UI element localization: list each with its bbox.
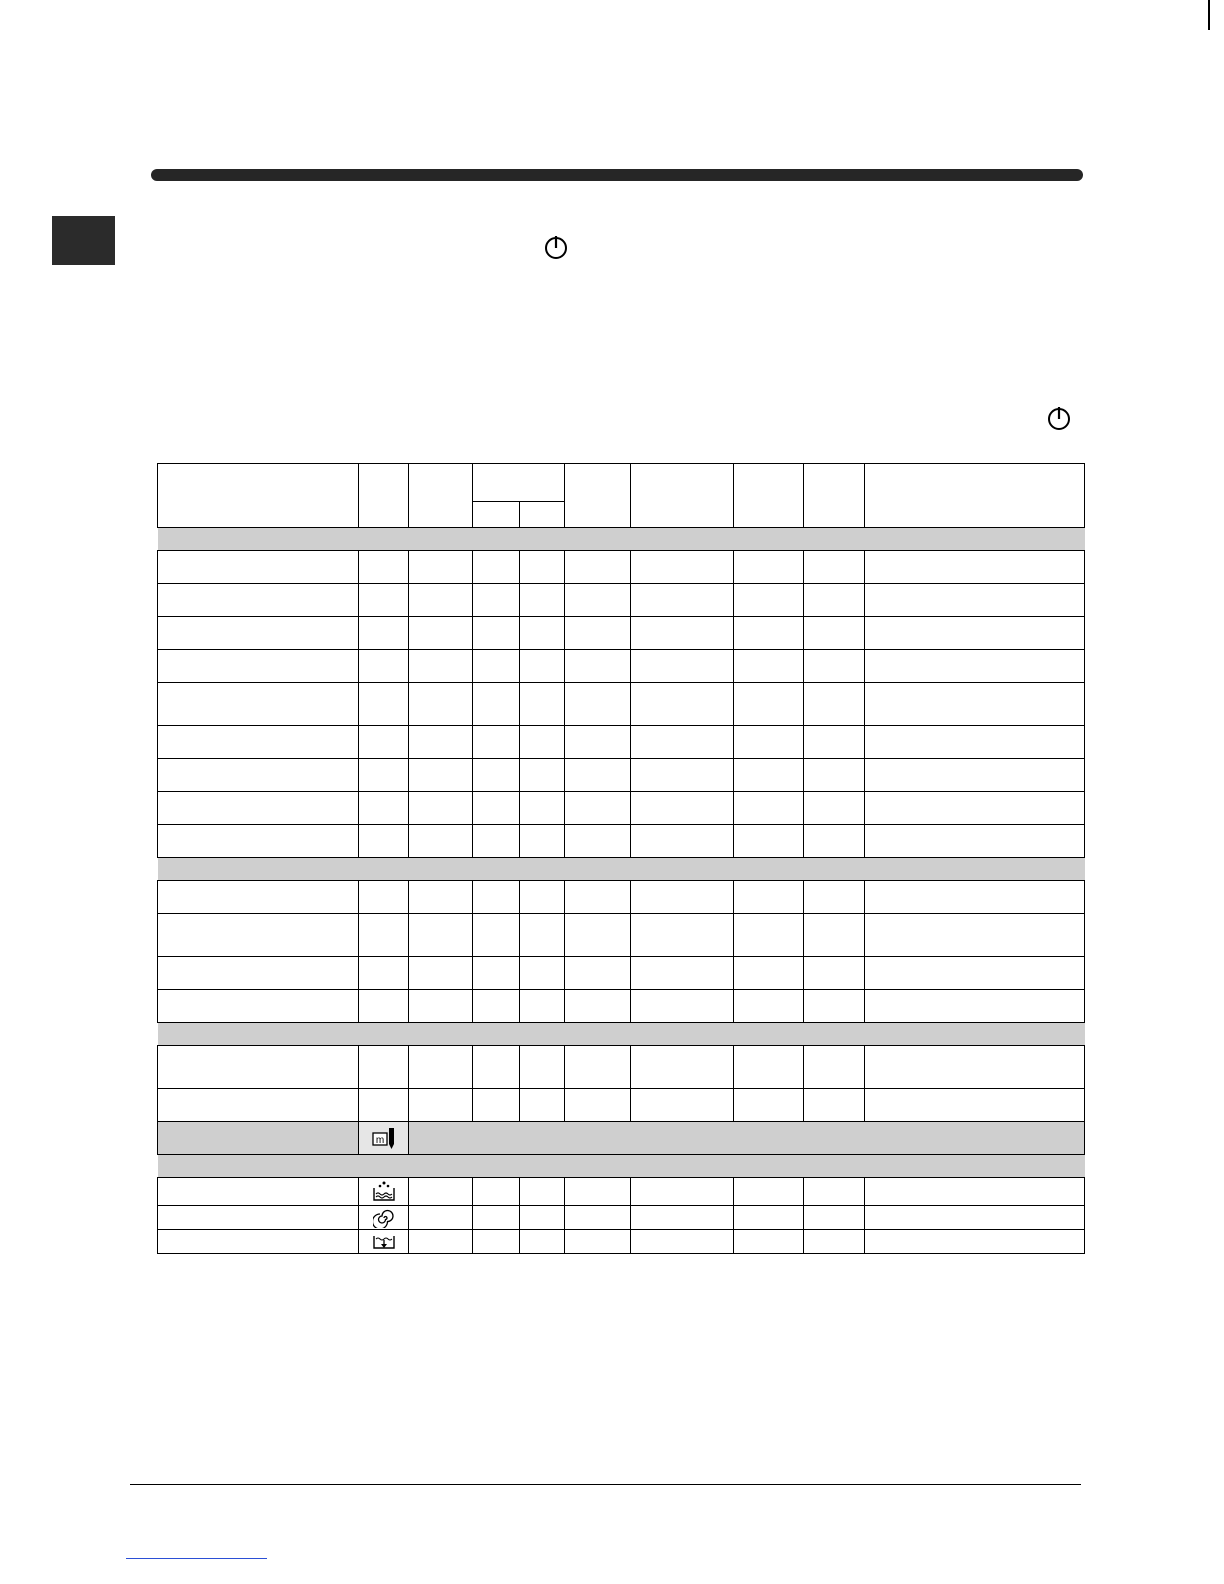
table-row (158, 759, 1085, 792)
section-band (158, 858, 1085, 881)
table-row (158, 1206, 1085, 1230)
header-cell (804, 464, 865, 528)
table-row (158, 792, 1085, 825)
section-band (158, 1023, 1085, 1046)
header-cell (520, 502, 565, 528)
language-side-tab (52, 216, 115, 265)
header-cell (473, 502, 520, 528)
programme-table (157, 463, 1085, 1254)
table-row (158, 1178, 1085, 1206)
power-icon (542, 233, 570, 261)
table-row (158, 1230, 1085, 1254)
table-row (158, 1089, 1085, 1122)
memo-pencil-icon (359, 1122, 409, 1155)
table-row (158, 551, 1085, 584)
table-row (158, 825, 1085, 858)
header-cell (473, 464, 565, 502)
header-cell (631, 464, 734, 528)
corner-crop-mark (1208, 0, 1210, 30)
table-row (158, 650, 1085, 683)
header-cell (158, 464, 359, 528)
table-row (158, 683, 1085, 726)
header-cell (734, 464, 804, 528)
footer-rule (130, 1484, 1081, 1485)
table-row (158, 957, 1085, 990)
header-cell (359, 464, 409, 528)
table-row (158, 1046, 1085, 1089)
header-cell (565, 464, 631, 528)
rinse-icon (359, 1178, 409, 1206)
table-row (158, 726, 1085, 759)
table-row (158, 584, 1085, 617)
drain-icon (359, 1230, 409, 1254)
svg-text:m: m (375, 1135, 384, 1146)
section-band (158, 528, 1085, 551)
footer-link-underline[interactable] (126, 1558, 267, 1559)
header-cell (409, 464, 473, 528)
custom-programme-row (158, 1122, 1085, 1155)
table-row (158, 914, 1085, 957)
section-band (158, 1155, 1085, 1178)
table-row (158, 881, 1085, 914)
header-row (158, 464, 1085, 502)
table-row (158, 617, 1085, 650)
spin-icon (359, 1206, 409, 1230)
header-bar (151, 169, 1083, 181)
header-cell (865, 464, 1085, 528)
table-row (158, 990, 1085, 1023)
power-icon (1045, 404, 1073, 432)
